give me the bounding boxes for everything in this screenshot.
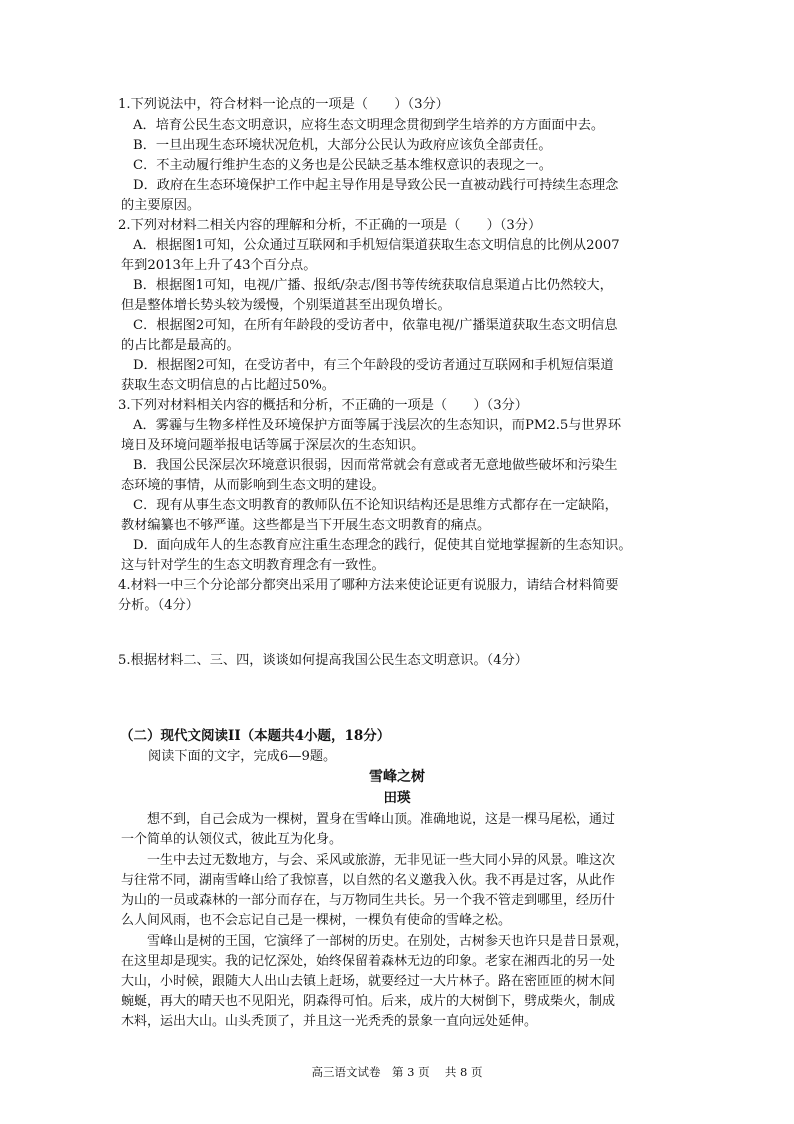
question-3-stem: 3.下列对材料相关内容的概括和分析，不正确的一项是（ ）（3分） [118,398,528,413]
page-footer: 高三语文试卷 第 3 页 共 8 页 [311,1065,483,1079]
question-2-option-c: C．根据图2可知，在所有年龄段的受访者中，依靠电视/广播渠道获取生态文明信息 [133,318,618,333]
question-1-option-c: C．不主动履行维护生态的义务也是公民缺乏基本维权意识的表现之一。 [133,158,552,173]
question-2-option-b-cont: 但是整体增长势头较为缓慢，个别渠道甚至出现负增长。 [121,298,451,313]
question-2-option-c-cont: 的占比都是最高的。 [121,338,240,353]
essay-paragraph-line: 一个简单的认领仪式，彼此互为化身。 [121,832,343,847]
question-3-option-c: C．现有从事生态文明教育的教师队伍不论知识结构还是思维方式都存在一定缺陷， [133,498,618,513]
question-1-option-b: B．一旦出现生态环境状况危机，大部分公民认为政府应该负全部责任。 [133,138,552,153]
question-5-stem: 5.根据材料二、三、四，谈谈如何提高我国公民生态文明意识。（4分） [118,653,528,668]
question-3-option-b: B．我国公民深层次环境意识很弱，因而常常就会有意或者无意地做些破坏和污染生 [133,458,618,473]
essay-paragraph-line: 为山的一员或森林的一部分而存在，与万物同生共长。另一个我不管走到哪里，经历什 [121,893,616,908]
question-3-option-b-cont: 态环境的事情，从而影响到生态文明的建设。 [121,478,385,493]
reading-instruction: 阅读下面的文字，完成6—9题。 [148,749,337,764]
question-4-stem: 4.材料一中三个分论部分都突出采用了哪种方法来使论证更有说服力，请结合材料简要 [118,578,619,593]
question-3-option-d: D．面向成年人的生态教育应注重生态理念的践行，促使其自觉地掌握新的生态知识。 [133,538,632,553]
question-2-option-d: D．根据图2可知，在受访者中，有三个年龄段的受访者通过互联网和手机短信渠道 [133,358,614,373]
essay-title: 雪峰之树 [369,769,425,785]
question-2-option-d-cont: 获取生态文明信息的占比超过50%。 [121,378,335,393]
question-1-option-d-cont: 的主要原因。 [121,198,201,213]
question-1-option-d: D．政府在生态环境保护工作中起主导作用是导致公民一直被动践行可持续生态理念 [133,178,619,193]
question-3-option-d-cont: 这与针对学生的生态文明教育理念有一致性。 [121,558,385,573]
essay-paragraph-line: 蜿蜒，再大的晴天也不见阳光，阴森得可怕。后来，成片的大树倒下，劈成柴火，制成 [121,994,616,1009]
question-2-option-b: B．根据图1可知，电视/广播、报纸/杂志/图书等传统获取信息渠道占比仍然较大， [133,278,613,293]
essay-author: 田瑛 [383,790,411,806]
question-2-stem: 2.下列对材料二相关内容的理解和分析，不正确的一项是（ ）（3分） [118,218,542,233]
question-3-option-c-cont: 教材编纂也不够严谨。这些都是当下开展生态文明教育的痛点。 [121,518,491,533]
question-3-option-a-cont: 境日及环境问题举报电话等属于深层次的生态知识。 [121,438,425,453]
section-heading: （二）现代文阅读II（本题共4小题，18分） [120,728,391,744]
question-3-option-a: A．雾霾与生物多样性及环境保护方面等属于浅层次的生态知识，而PM2.5与世界环 [133,418,622,433]
essay-paragraph-line: 与往常不同，湖南雪峰山给了我惊喜，以自然的名义邀我入伙。我不再是过客，从此作 [121,873,616,888]
essay-paragraph-line: 大山，小时候，跟随大人出山去镇上赶场，就要经过一大片林子。路在密匝匝的树木间 [121,974,616,989]
question-1-option-a: A．培育公民生态文明意识，应将生态文明理念贯彻到学生培养的方方面面中去。 [133,118,605,133]
question-4-stem-cont: 分析。（4分） [118,598,199,613]
question-2-option-a-cont: 年到2013年上升了43个百分点。 [121,258,317,273]
essay-paragraph-line: 一生中去过无数地方，与会、采风或旅游，无非见证一些大同小异的风景。唯这次 [121,853,616,868]
question-1-stem: 1.下列说法中，符合材料一论点的一项是（ ）（3分） [118,97,449,112]
essay-paragraph-line: 雪峰山是树的王国，它演绎了一部树的历史。在别处，古树参天也许只是昔日景观， [121,934,629,949]
essay-paragraph-line: 想不到，自己会成为一棵树，置身在雪峰山顶。准确地说，这是一棵马尾松，通过 [121,812,616,827]
essay-paragraph-line: 在这里却是现实。我的记忆深处，始终保留着森林无边的印象。老家在湘西北的另一处 [121,954,616,969]
essay-paragraph-line: 木料，运出大山。山头秃顶了，并且这一光秃秃的景象一直向远处延伸。 [121,1014,538,1029]
question-2-option-a: A．根据图1可知，公众通过互联网和手机短信渠道获取生态文明信息的比例从2007 [133,238,620,253]
essay-paragraph-line: 么人间风雨，也不会忘记自己是一棵树，一棵负有使命的雪峰之松。 [121,913,512,928]
